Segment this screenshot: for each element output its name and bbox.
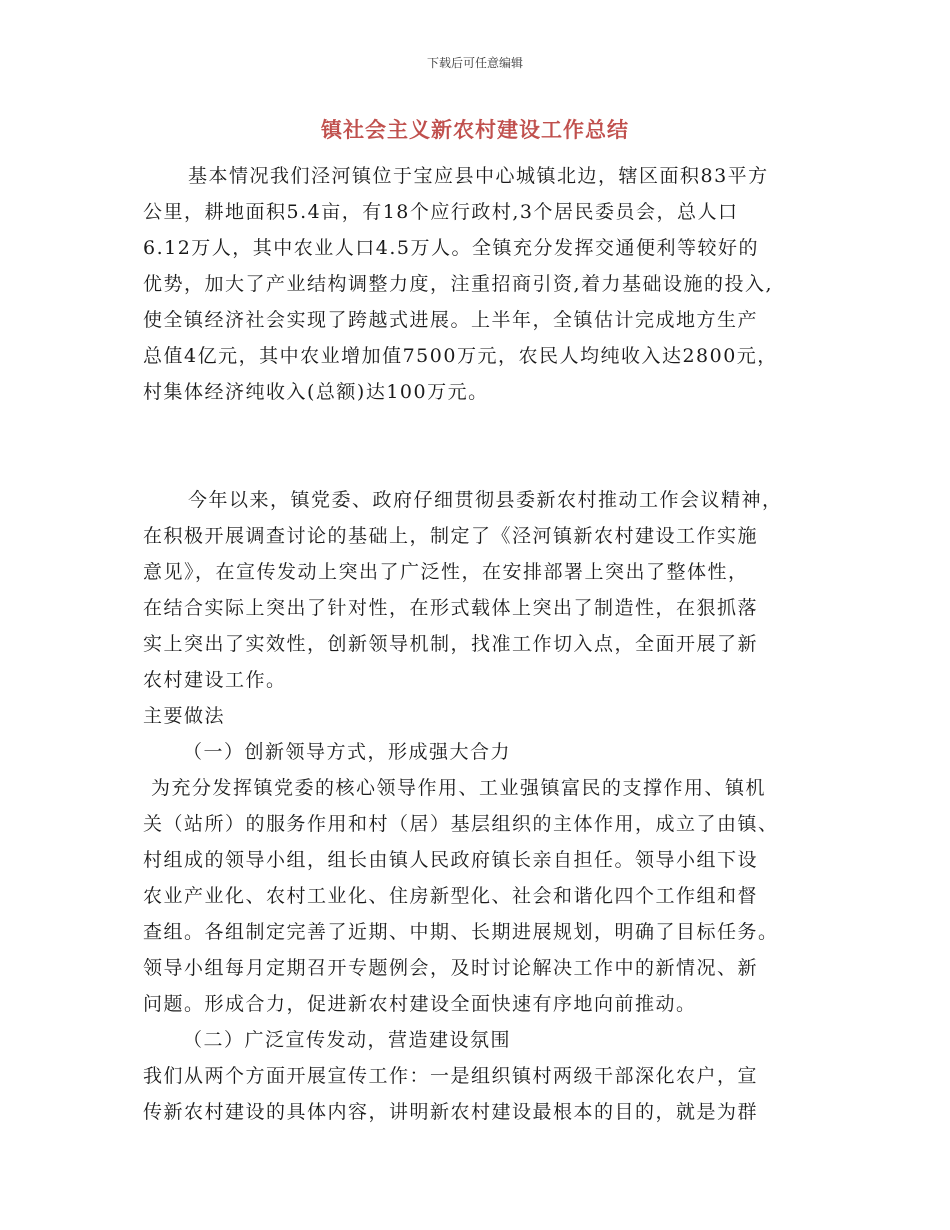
paragraph-gap [143,446,813,482]
paragraph-line: 农村建设工作。 [143,669,287,691]
paragraph-line: 领导小组每月定期召开专题例会，及时讨论解决工作中的新情况、新 [143,957,759,979]
document-body [143,158,813,1130]
paragraph-line: 查组。各组制定完善了近期、中期、长期进展规划，明确了目标任务。 [143,921,779,943]
paragraph-line: 关（站所）的服务作用和村（居）基层组织的主体作用，成立了由镇、 [143,813,779,835]
subsection-heading: （二）广泛宣传发动，营造建设氛围 [183,1029,512,1051]
paragraph-line: 村组成的领导小组，组长由镇人民政府镇长亲自担任。领导小组下设 [143,849,759,871]
paragraph-line: 村集体经济纯收入(总额)达100万元。 [143,381,489,403]
page-header-note: 下载后可任意编辑 [426,56,523,70]
paragraph-line: 在积极开展调查讨论的基础上，制定了《泾河镇新农村建设工作实施 [143,525,759,547]
paragraph-line: 在结合实际上突出了针对性，在形式载体上突出了制造性，在狠抓落 [143,597,759,619]
paragraph-line: 公里，耕地面积5.4亩，有18个应行政村,3个居民委员会，总人口 [143,201,739,223]
paragraph-line: 实上突出了实效性，创新领导机制，找准工作切入点，全面开展了新 [143,633,759,655]
document-title: 镇社会主义新农村建设工作总结 [321,117,629,142]
section-heading: 主要做法 [143,705,226,727]
paragraph-line: 6.12万人，其中农业人口4.5万人。全镇充分发挥交通便利等较好的 [143,237,760,259]
paragraph-line: 总值4亿元，其中农业增加值7500万元，农民人均纯收入达2800元， [143,345,778,367]
paragraph-line: 为充分发挥镇党委的核心领导作用、工业强镇富民的支撑作用、镇机 [151,777,767,799]
paragraph-gap [143,410,813,446]
paragraph-line: 我们从两个方面开展宣传工作：一是组织镇村两级干部深化农户，宣 [143,1065,759,1087]
paragraph-line: 基本情况我们泾河镇位于宝应县中心城镇北边，辖区面积83平方 [188,165,769,187]
paragraph-line: 优势，加大了产业结构调整力度，注重招商引资,着力基础设施的投入, [143,273,774,295]
subsection-heading: （一）创新领导方式，形成强大合力 [183,741,512,763]
paragraph-line: 问题。形成合力，促进新农村建设全面快速有序地向前推动。 [143,993,697,1015]
paragraph-line: 使全镇经济社会实现了跨越式进展。上半年，全镇估计完成地方生产 [143,309,759,331]
paragraph-line: 今年以来，镇党委、政府仔细贯彻县委新农村推动工作会议精神， [188,489,783,511]
paragraph-line: 农业产业化、农村工业化、住房新型化、社会和谐化四个工作组和督 [143,885,759,907]
paragraph-line: 意见》，在宣传发动上突出了广泛性，在安排部署上突出了整体性， [143,561,749,583]
paragraph-line: 传新农村建设的具体内容，讲明新农村建设最根本的目的，就是为群 [143,1101,759,1123]
